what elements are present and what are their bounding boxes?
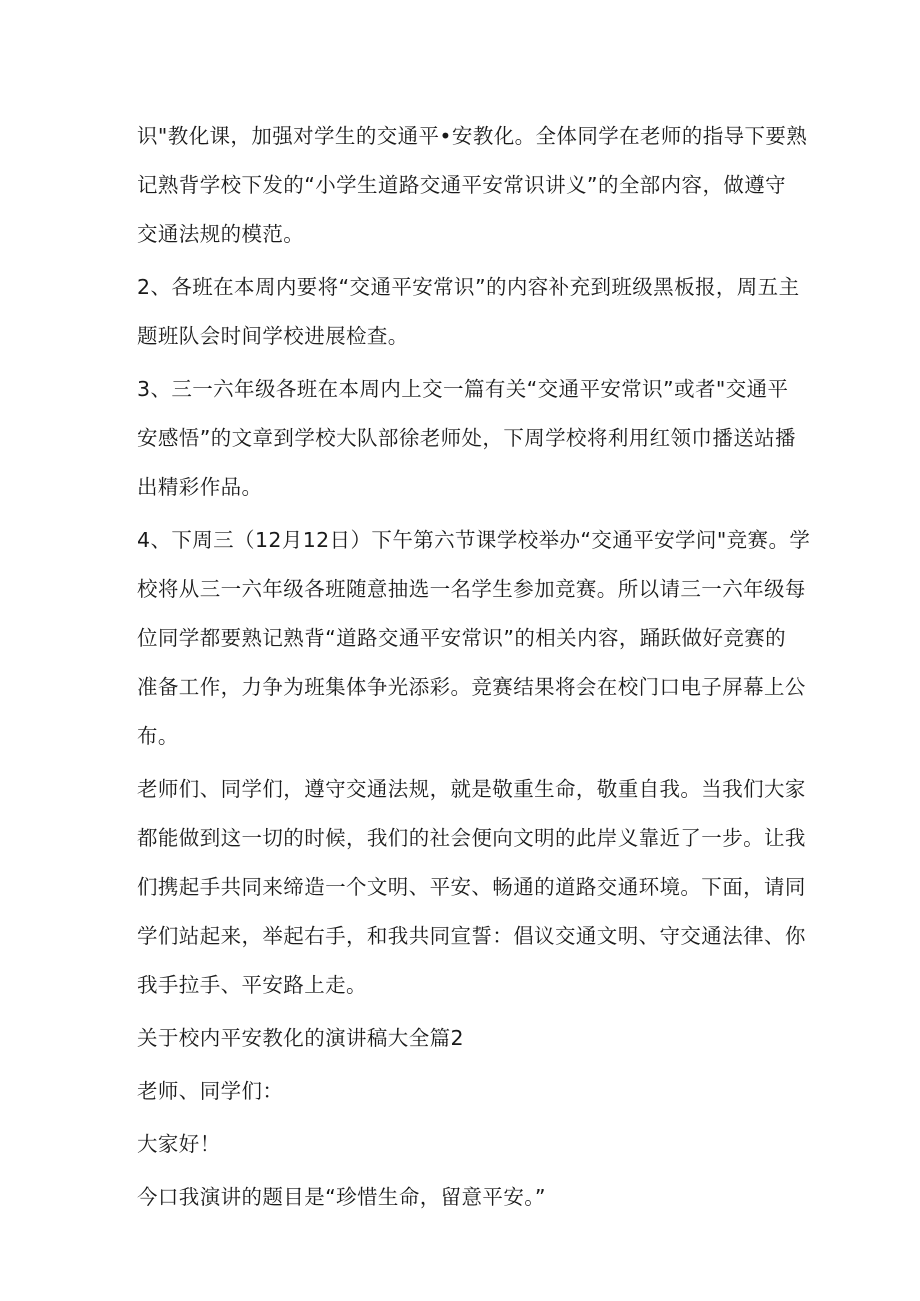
text-line: 校将从三一六年级各班随意抽选一名学生参加竞赛。所以请三一六年级每 <box>137 577 806 601</box>
text-line: 3、三一六年级各班在本周内上交一篇有关“交通平安常识”或者"交通平 <box>137 377 789 401</box>
text-line: 2、各班在本周内要将“交通平安常识”的内容补充到班级黑板报，周五主 <box>137 275 800 299</box>
text-line: 题班队会时间学校进展检查。 <box>137 324 409 348</box>
text-line: 布。 <box>137 724 179 748</box>
paragraph-item-2 <box>137 263 800 361</box>
text-line: 交通法规的模范。 <box>137 222 305 246</box>
document-body <box>137 112 811 1226</box>
section-heading: 关于校内平安教化的演讲稿大全篇2 <box>137 1026 464 1050</box>
text-line: 都能做到这一切的时候，我们的社会便向文明的此岸义靠近了一步。让我 <box>137 826 806 850</box>
salutation: 老师、同学们： <box>137 1079 284 1103</box>
text-line: 学们站起来，举起右手，和我共同宣誓：倡议交通文明、守交通法律、你 <box>137 924 806 948</box>
text-line: 安感悟”的文章到学校大队部徐老师处，下周学校将利用红领巾播送站播 <box>137 426 796 450</box>
text-line: 我手拉手、平安路上走。 <box>137 973 367 997</box>
greeting: 大家好！ <box>137 1132 221 1156</box>
text-line: 4、下周三（12月12日）下午第六节课学校举办“交通平安学问"竞赛。学 <box>137 528 811 552</box>
paragraph-closing-appeal <box>137 765 806 1010</box>
paragraph-traffic-education <box>137 112 808 259</box>
paragraph-item-3 <box>137 365 796 512</box>
text-line: 识"教化课，加强对学生的交通平•安教化。全体同学在老师的指导下要熟 <box>137 124 808 148</box>
text-line: 老师们、同学们，遵守交通法规，就是敬重生命，敬重自我。当我们大家 <box>137 777 806 801</box>
text-line: 记熟背学校下发的“小学生道路交通平安常识讲义”的全部内容，做遵守 <box>137 173 787 197</box>
text-line: 出精彩作品。 <box>137 475 263 499</box>
paragraph-item-4 <box>137 516 811 761</box>
speech-title-line: 今口我演讲的题目是“珍惜生命，留意平安。” <box>137 1185 546 1209</box>
text-line: 准备工作，力争为班集体争光添彩。竞赛结果将会在校门口电子屏幕上公 <box>137 675 806 699</box>
text-line: 们携起手共同来缔造一个文明、平安、畅通的道路交通环境。下面，请同 <box>137 875 806 899</box>
text-line: 位同学都要熟记熟背“道路交通平安常识”的相关内容，踊跃做好竞赛的 <box>137 626 787 650</box>
